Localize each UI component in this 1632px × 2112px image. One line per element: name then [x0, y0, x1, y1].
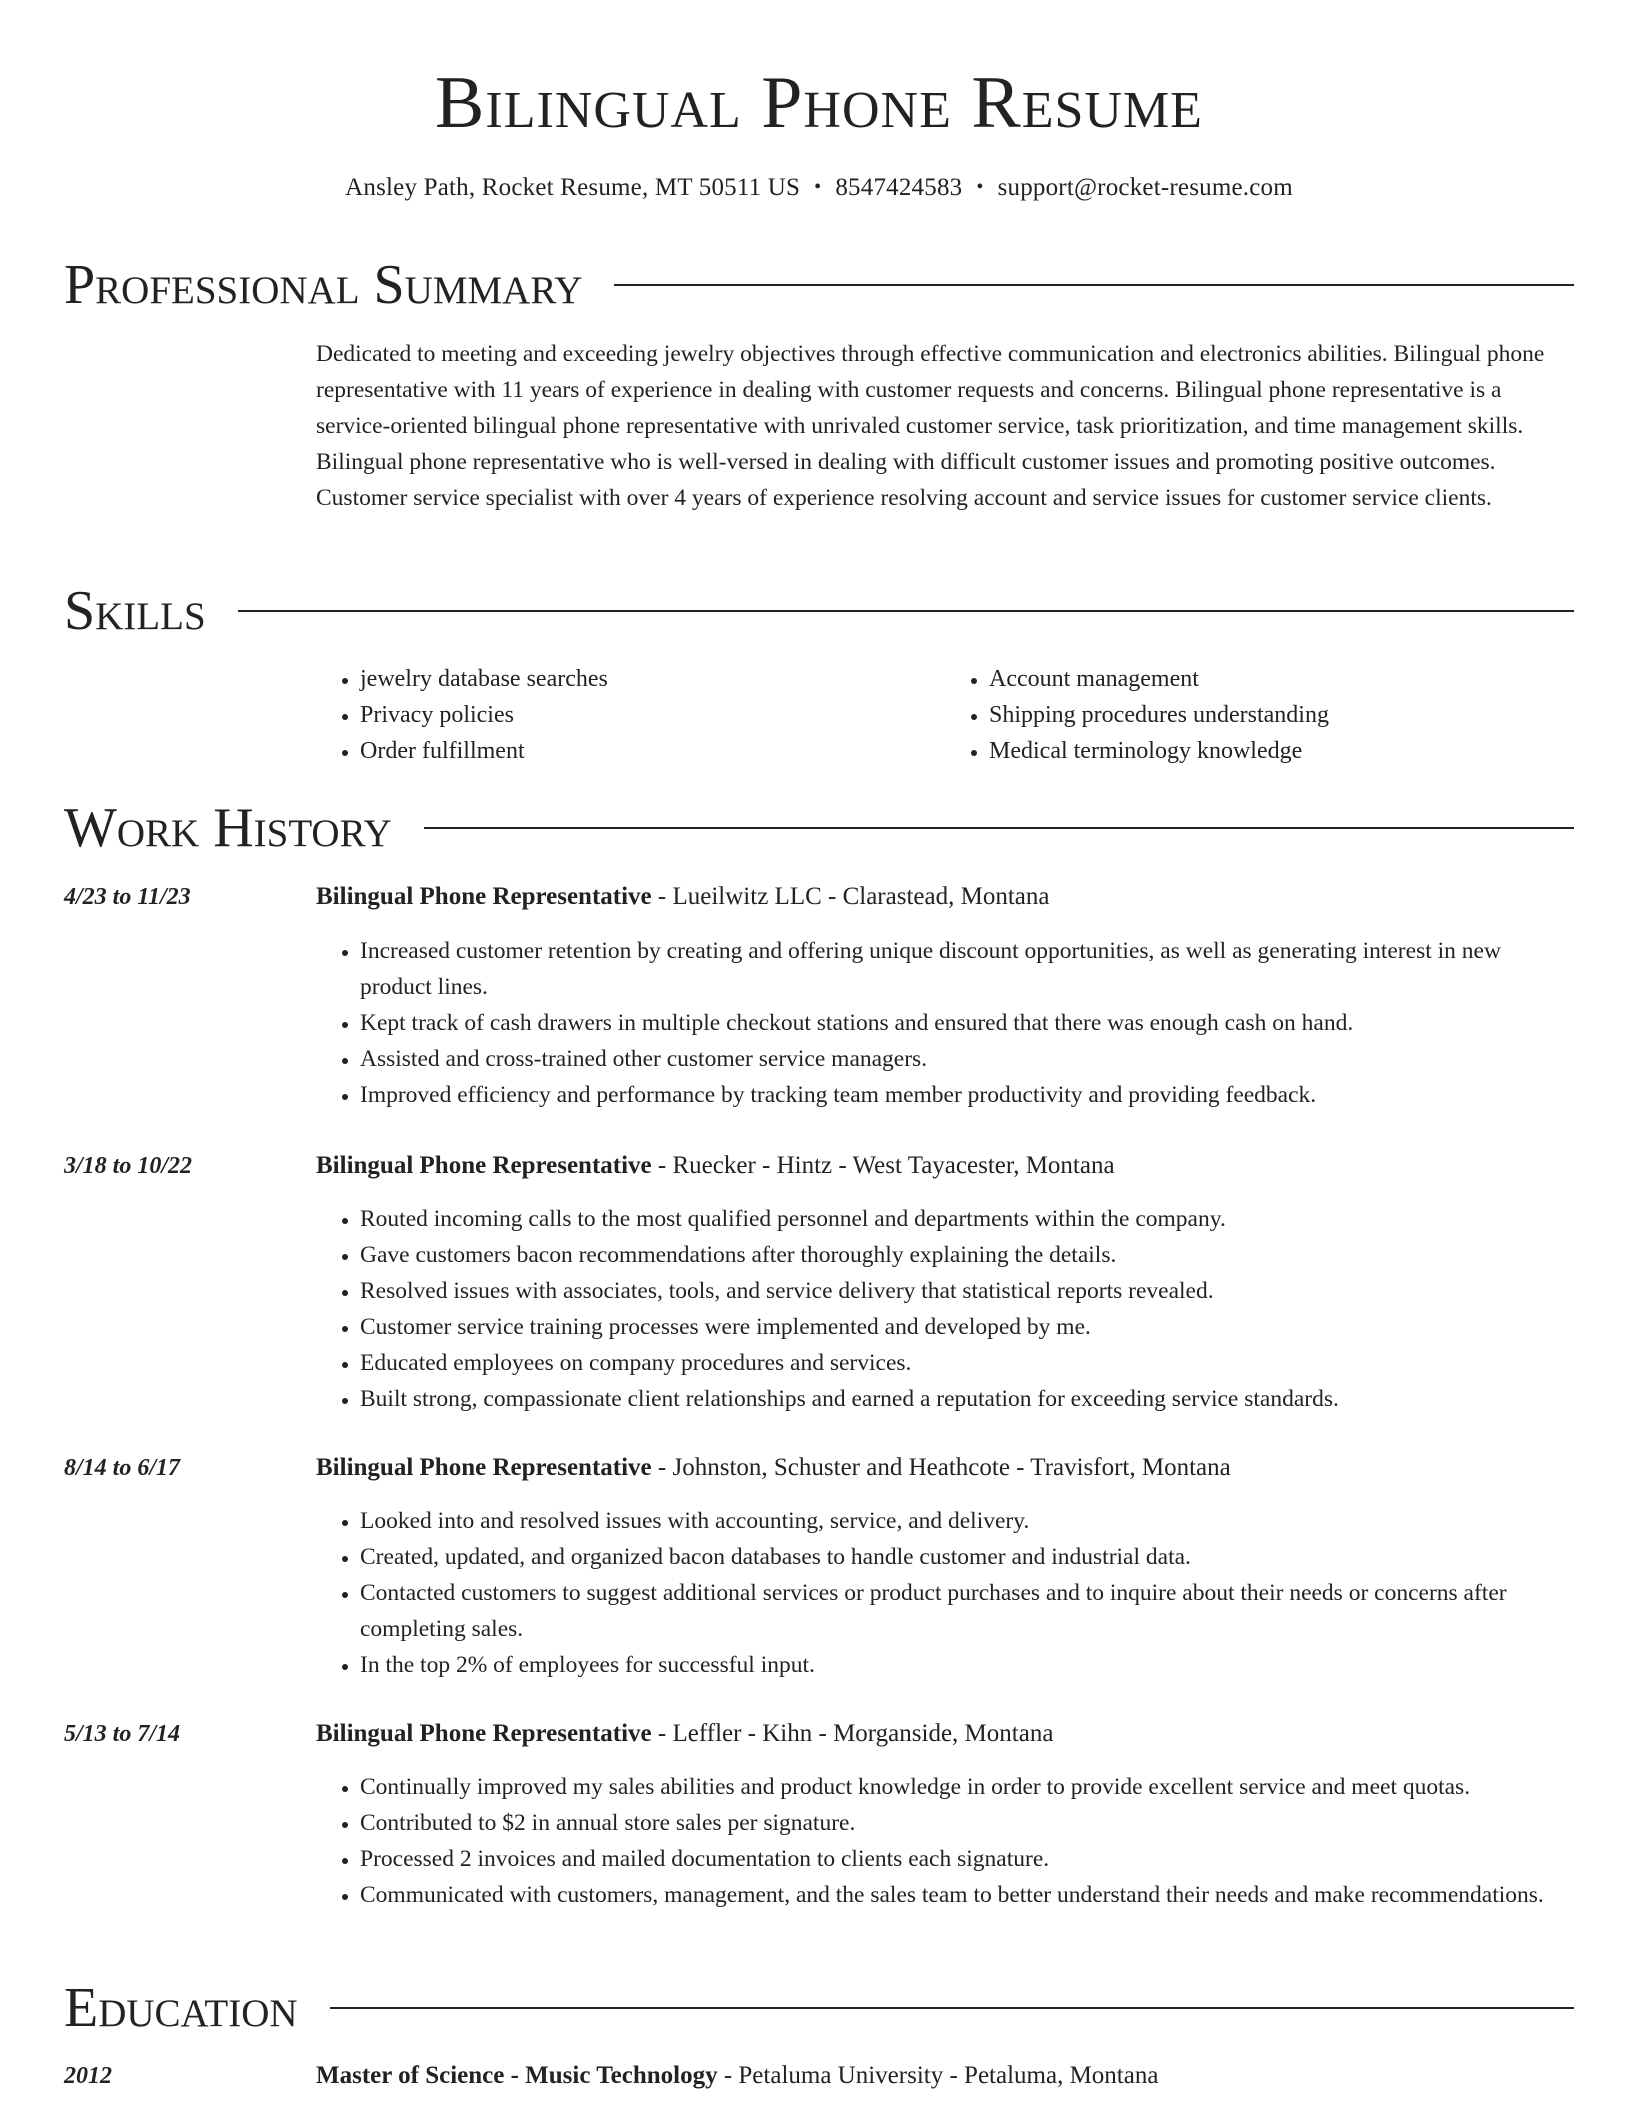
skills-section-heading	[64, 579, 1574, 643]
section-divider	[330, 2007, 1574, 2009]
contact-phone: 8547424583	[835, 174, 963, 201]
job-bullet: • Increased customer retention by creating and offering unique discount opportunities, as well as generating interest in new product lines.	[360, 933, 1574, 1005]
job-bullet: • Resolved issues with associates, tools, and service delivery that statistical reports revealed.	[360, 1273, 1574, 1309]
job-bullet: • Assisted and cross-trained other customer service managers.	[360, 1041, 1574, 1077]
summary-text: Dedicated to meeting and exceeding jewelry objectives through effective communication and electronics abilities. Bilingual phone representative with 11 years of experience in dealing with customer requests and concerns. Bilingual phone representative is a service-oriented bilingual phone representative with unrivaled customer service, task prioritization, and time management skills. Bilingual phone representative who is well-versed in dealing with difficult customer issues and promoting positive outcomes. Customer service specialist with over 4 years of experience resolving account and service issues for customer service clients.	[316, 341, 1545, 511]
section-divider	[424, 827, 1574, 829]
education-section-heading	[64, 1976, 1574, 2040]
education-details: - Petaluma University - Petaluma, Montana	[717, 2062, 1159, 2089]
education-date: 2012	[64, 2063, 112, 2089]
job-details: - Ruecker - Hintz - West Tayacester, Montana	[651, 1152, 1115, 1179]
job-bullet: • Communicated with customers, management, and the sales team to better understand their needs and make recommendations.	[360, 1877, 1574, 1913]
job-bullet: • Created, updated, and organized bacon databases to handle customer and industrial data.	[360, 1539, 1574, 1575]
job-bullet: • Educated employees on company procedures and services.	[360, 1345, 1574, 1381]
job-date: 8/14 to 6/17	[64, 1455, 181, 1481]
job-role: Bilingual Phone Representative	[316, 1152, 652, 1179]
job-role: Bilingual Phone Representative	[316, 883, 652, 910]
contact-address: Ansley Path, Rocket Resume, MT 50511 US	[345, 174, 801, 201]
resume-title: Bilingual Phone Resume	[435, 62, 1203, 144]
job-bullets	[316, 1769, 1574, 1913]
skills-column-left	[316, 661, 945, 769]
contact-separator: •	[814, 176, 822, 198]
contact-separator: •	[976, 176, 984, 198]
skill-item: • Order fulfillment	[360, 733, 945, 769]
job-bullet: • Customer service training processes were implemented and developed by me.	[360, 1309, 1574, 1345]
job-bullet: • In the top 2% of employees for successful input.	[360, 1647, 1574, 1683]
job-bullet: • Improved efficiency and performance by tracking team member productivity and providing feedback.	[360, 1077, 1574, 1113]
contact-line	[64, 174, 1574, 202]
skill-item: • Shipping procedures understanding	[989, 697, 1574, 733]
job-bullet: • Routed incoming calls to the most qualified personnel and departments within the company.	[360, 1201, 1574, 1237]
work-heading: Work History	[64, 797, 392, 859]
skills-list	[316, 661, 1574, 769]
job-bullet: • Kept track of cash drawers in multiple checkout stations and ensured that there was enough cash on hand.	[360, 1005, 1574, 1041]
summary-heading: Professional Summary	[64, 254, 583, 316]
job-role: Bilingual Phone Representative	[316, 1454, 652, 1481]
skill-item: • Medical terminology knowledge	[989, 733, 1574, 769]
job-bullets	[316, 1503, 1574, 1683]
job-date: 3/18 to 10/22	[64, 1153, 193, 1179]
job-title-line	[316, 1716, 1053, 1752]
section-divider	[614, 284, 1574, 286]
resume-page	[64, 0, 1574, 2089]
job-bullet: • Contributed to $2 in annual store sales per signature.	[360, 1805, 1574, 1841]
work-section-heading	[64, 796, 1574, 860]
skills-heading: Skills	[64, 580, 206, 642]
education-heading: Education	[64, 1977, 298, 2039]
job-bullet: • Processed 2 invoices and mailed documentation to clients each signature.	[360, 1841, 1574, 1877]
education-degree: Master of Science - Music Technology	[316, 2062, 718, 2089]
job-date: 5/13 to 7/14	[64, 1721, 181, 1747]
job-title-line	[316, 1148, 1115, 1184]
job-title-line	[316, 879, 1049, 915]
job-bullets	[316, 1201, 1574, 1417]
job-role: Bilingual Phone Representative	[316, 1720, 652, 1747]
skill-item: • Privacy policies	[360, 697, 945, 733]
job-details: - Lueilwitz LLC - Clarastead, Montana	[651, 883, 1050, 910]
contact-email: support@rocket-resume.com	[997, 174, 1293, 201]
summary-section-heading	[64, 253, 1574, 317]
job-bullet: • Continually improved my sales abilities and product knowledge in order to provide excellent service and meet quotas.	[360, 1769, 1574, 1805]
job-bullet: • Built strong, compassionate client relationships and earned a reputation for exceeding service standards.	[360, 1381, 1574, 1417]
skills-column-right	[945, 661, 1574, 769]
education-title-line	[316, 2058, 1158, 2094]
job-bullets	[316, 933, 1574, 1113]
job-details: - Johnston, Schuster and Heathcote - Travisfort, Montana	[651, 1454, 1231, 1481]
job-bullet: • Contacted customers to suggest additional services or product purchases and to inquire about their needs or concerns after completing sales.	[360, 1575, 1574, 1647]
skill-item: • Account management	[989, 661, 1574, 697]
skill-item: • jewelry database searches	[360, 661, 945, 697]
job-date: 4/23 to 11/23	[64, 884, 191, 910]
job-bullet: • Gave customers bacon recommendations after thoroughly explaining the details.	[360, 1237, 1574, 1273]
section-divider	[238, 610, 1574, 612]
job-details: - Leffler - Kihn - Morganside, Montana	[651, 1720, 1054, 1747]
job-bullet: • Looked into and resolved issues with accounting, service, and delivery.	[360, 1503, 1574, 1539]
job-title-line	[316, 1450, 1231, 1486]
